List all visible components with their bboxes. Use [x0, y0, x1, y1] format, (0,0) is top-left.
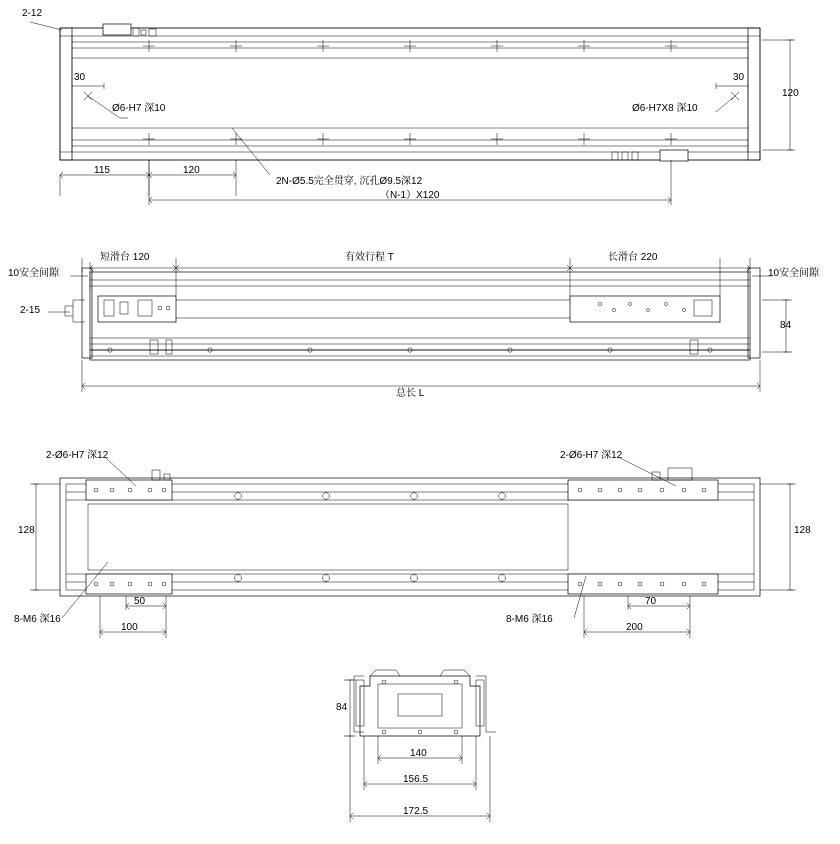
label-plan-hole-right: 2-Ø6-H7 深12	[560, 450, 623, 461]
label-corner-tag: 2-12	[22, 8, 43, 19]
label-top-right-offset: 30	[733, 72, 745, 83]
label-dim-115: 115	[94, 165, 110, 176]
label-top-height: 120	[782, 88, 799, 99]
label-safety-gap-left: 10安全间隙	[8, 268, 60, 279]
label-dim-172-5: 172.5	[403, 806, 429, 817]
label-dim-156-5: 156.5	[403, 774, 429, 785]
label-dim-120: 120	[183, 165, 200, 176]
label-front-height: 84	[780, 320, 792, 331]
label-thread-right: 8-M6 深16	[506, 614, 553, 625]
label-long-table: 长滑台 220	[608, 252, 658, 263]
label-thread-left: 8-M6 深16	[14, 614, 61, 625]
label-section-height: 84	[336, 702, 348, 713]
front-view-geometry	[48, 258, 792, 392]
label-effective-stroke: 有效行程 T	[345, 252, 394, 263]
label-hole-left: Ø6-H7 深10	[112, 103, 166, 114]
plan-view-geometry	[30, 458, 796, 638]
label-span-formula: （N-1）X120	[380, 190, 440, 201]
label-dim-200: 200	[626, 622, 643, 633]
label-hole-right: Ø6-H7X8 深10	[632, 103, 698, 114]
label-dim-50: 50	[134, 596, 146, 607]
label-plan-width-right: 128	[794, 525, 811, 536]
label-total-length: 总长 L	[396, 388, 425, 399]
label-short-table: 短滑台 120	[100, 252, 150, 263]
label-dim-100: 100	[121, 622, 138, 633]
label-through-hole-note: 2N-Ø5.5完全贯穿, 沉孔Ø9.5深12	[276, 176, 423, 187]
label-top-left-offset: 30	[74, 72, 86, 83]
label-dim-70: 70	[645, 596, 657, 607]
section-view-geometry	[344, 670, 496, 822]
label-tag-2-15: 2-15	[20, 305, 41, 316]
label-safety-gap-right: 10安全间隙	[768, 268, 820, 279]
label-dim-140: 140	[410, 748, 427, 759]
label-plan-hole-left: 2-Ø6-H7 深12	[46, 450, 109, 461]
label-plan-width-left: 128	[18, 525, 35, 536]
